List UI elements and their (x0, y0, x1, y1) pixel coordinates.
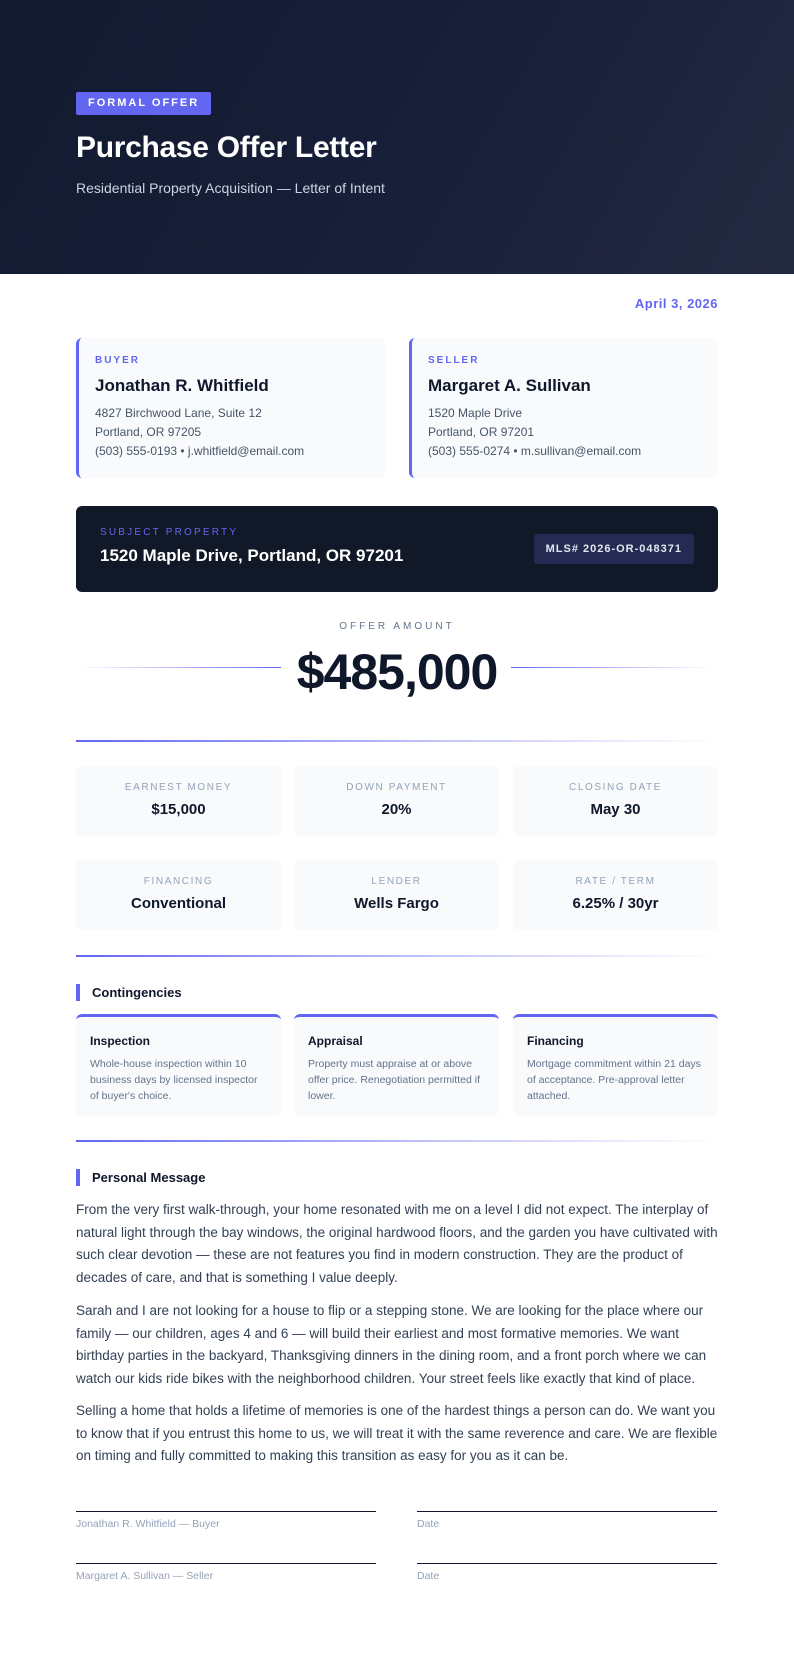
formal-offer-badge: FORMAL OFFER (76, 92, 211, 115)
contingency-title: Financing (527, 1034, 584, 1048)
buyer-date-label: Date (417, 1518, 440, 1530)
seller-contact: (503) 555-0274 • m.sullivan@email.com (428, 444, 642, 458)
message-paragraph: Selling a home that holds a lifetime of memories is one of the hardest things a person can do. We want you to know that if you entrust this home to us, we will treat it with the same reverence and care. We are flexible on timing and fully committed to making this transition as easy for you as it can be. (76, 1403, 718, 1464)
contingencies-heading: Contingencies (76, 984, 182, 1001)
buyer-date-line (417, 1511, 717, 1512)
page-title: Purchase Offer Letter (76, 131, 377, 164)
contingency-financing (513, 1014, 718, 1116)
subject-property-card (76, 506, 718, 592)
mls-badge: MLS# 2026-OR-048371 (534, 534, 694, 564)
term-label: EARNEST MONEY (124, 782, 233, 793)
message-paragraph: Sarah and I are not looking for a house to flip or a stepping stone. We are looking for the place where our family — our children, ages 4 and 6 — will build their earliest and most formative memories. We want birthday parties in the backyard, Thanksgiving dinners in the dining room, and a front porch where we can watch our kids ride bikes with the neighborhood children. Your street feels like exactly that kind of place. (76, 1303, 707, 1387)
seller-signature-label: Margaret A. Sullivan — Seller (76, 1570, 214, 1582)
seller-date-line (417, 1563, 717, 1564)
seller-address-line-2: Portland, OR 97201 (428, 425, 535, 439)
section-divider (76, 740, 718, 742)
contingency-description: Whole-house inspection within 10 business days by licensed inspector of buyer's choice. (90, 1058, 258, 1102)
buyer-signature-label: Jonathan R. Whitfield — Buyer (76, 1518, 220, 1530)
contingency-appraisal (294, 1014, 499, 1116)
message-paragraph: From the very first walk-through, your home resonated with me on a level I did not expect. The interplay of natural light through the bay windows, the original hardwood floors, and the garden you have cultivated with such clear devotion — these are not features you find in modern construction. They are the product of decades of care, and that is something I value deeply. (76, 1202, 718, 1286)
section-divider (76, 1140, 718, 1142)
buyer-role-label: BUYER (95, 355, 141, 366)
personal-message-heading: Personal Message (76, 1169, 205, 1186)
term-financing (76, 860, 281, 930)
term-label: FINANCING (143, 876, 214, 887)
seller-address-line-1: 1520 Maple Drive (428, 406, 523, 420)
term-label: CLOSING DATE (569, 782, 662, 793)
term-down-payment (294, 766, 499, 836)
contingency-description: Mortgage commitment within 21 days of acceptance. Pre-approval letter attached. (527, 1058, 701, 1102)
subject-property-address: 1520 Maple Drive, Portland, OR 97201 (100, 546, 404, 565)
subject-property-label: SUBJECT PROPERTY (100, 527, 239, 538)
contingency-title: Inspection (90, 1034, 151, 1048)
buyer-name: Jonathan R. Whitfield (95, 376, 269, 395)
seller-signature-line (76, 1563, 376, 1564)
contingency-inspection (76, 1014, 281, 1116)
buyer-address-line-1: 4827 Birchwood Lane, Suite 12 (95, 406, 262, 420)
term-label: LENDER (371, 876, 422, 887)
seller-card (409, 338, 718, 478)
term-earnest-money (76, 766, 281, 836)
term-value: 6.25% / 30yr (572, 895, 659, 912)
seller-role-label: SELLER (428, 355, 480, 366)
buyer-contact: (503) 555-0193 • j.whitfield@email.com (95, 444, 305, 458)
letter-date: April 3, 2026 (634, 296, 718, 311)
term-rate-term (513, 860, 718, 930)
buyer-address-line-2: Portland, OR 97205 (95, 425, 202, 439)
contingency-title: Appraisal (308, 1034, 363, 1048)
letter-header (0, 0, 794, 274)
seller-date-label: Date (417, 1570, 440, 1582)
buyer-signature-line (76, 1511, 376, 1512)
section-divider (76, 955, 718, 957)
offer-amount: $485,000 (296, 644, 498, 700)
term-closing-date (513, 766, 718, 836)
term-value: Conventional (130, 895, 226, 912)
term-value: 20% (381, 801, 412, 818)
seller-name: Margaret A. Sullivan (428, 376, 591, 395)
page-subtitle: Residential Property Acquisition — Letter of Intent (76, 180, 385, 196)
term-label: DOWN PAYMENT (346, 782, 447, 793)
term-value: $15,000 (151, 801, 206, 818)
contingency-description: Property must appraise at or above offer price. Renegotiation permitted if lower. (308, 1058, 480, 1102)
term-value: Wells Fargo (354, 895, 439, 912)
buyer-card (76, 338, 385, 478)
offer-amount-label: OFFER AMOUNT (339, 621, 455, 632)
term-label: RATE / TERM (575, 876, 656, 887)
term-value: May 30 (590, 801, 641, 818)
term-lender (294, 860, 499, 930)
